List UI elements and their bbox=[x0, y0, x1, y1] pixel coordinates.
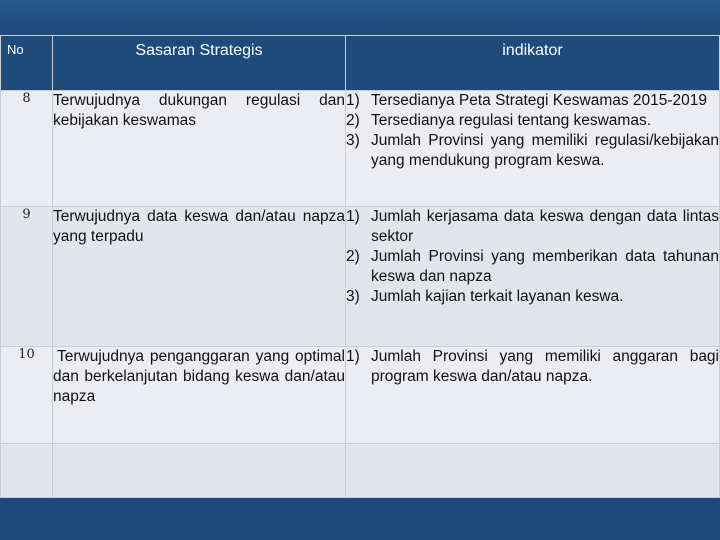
list-marker: 1) bbox=[346, 92, 360, 109]
list-item: 1) Tersedianya Peta Strategi Keswamas 2015-2019 bbox=[346, 92, 708, 109]
indikator-cell bbox=[346, 347, 720, 444]
indikator-cell bbox=[346, 207, 720, 347]
indikator-list bbox=[346, 91, 719, 171]
strategy-table bbox=[0, 35, 720, 498]
indikator-list bbox=[346, 207, 719, 307]
table-row bbox=[1, 91, 720, 207]
row-number: 10 bbox=[1, 347, 53, 444]
header-indikator: indikator bbox=[346, 36, 720, 91]
list-item: 2) Jumlah Provinsi yang memberikan data tahunan keswa dan napza bbox=[346, 248, 719, 285]
row-number: 9 bbox=[1, 207, 53, 347]
list-marker: 2) bbox=[346, 112, 360, 129]
list-item: 1) Jumlah Provinsi yang memiliki anggaran bagi program keswa dan/atau napza. bbox=[346, 348, 719, 385]
table-row-empty bbox=[1, 444, 720, 498]
sasaran-cell: Terwujudnya data keswa dan/atau napza yang terpadu bbox=[53, 207, 346, 347]
list-marker: 2) bbox=[346, 248, 360, 265]
list-item: 1) Jumlah kerjasama data keswa dengan data lintas sektor bbox=[346, 208, 719, 245]
list-marker: 1) bbox=[346, 208, 360, 225]
row-number: 8 bbox=[1, 91, 53, 207]
empty-cell bbox=[1, 444, 53, 498]
sasaran-cell: Terwujudnya dukungan regulasi dan kebijakan keswamas bbox=[53, 91, 346, 207]
indikator-list bbox=[346, 347, 719, 387]
bottom-band bbox=[0, 512, 720, 540]
list-item: 3) Jumlah kajian terkait layanan keswa. bbox=[346, 288, 624, 305]
indikator-cell bbox=[346, 91, 720, 207]
sasaran-cell: Terwujudnya penganggaran yang optimal dan berkelanjutan bidang keswa dan/atau napza bbox=[53, 347, 346, 444]
empty-cell bbox=[346, 444, 720, 498]
top-band bbox=[0, 0, 720, 28]
list-marker: 1) bbox=[346, 348, 360, 365]
table-row bbox=[1, 347, 720, 444]
header-sasaran-strategis: Sasaran Strategis bbox=[53, 36, 346, 91]
table-row bbox=[1, 207, 720, 347]
list-item: 2) Tersedianya regulasi tentang keswamas. bbox=[346, 112, 652, 129]
list-item: 3) Jumlah Provinsi yang memiliki regulasi/kebijakan yang mendukung program keswa. bbox=[346, 132, 719, 169]
list-marker: 3) bbox=[346, 288, 360, 305]
table-header-row bbox=[1, 36, 720, 91]
header-no: No bbox=[1, 36, 53, 91]
empty-cell bbox=[53, 444, 346, 498]
list-marker: 3) bbox=[346, 132, 360, 149]
